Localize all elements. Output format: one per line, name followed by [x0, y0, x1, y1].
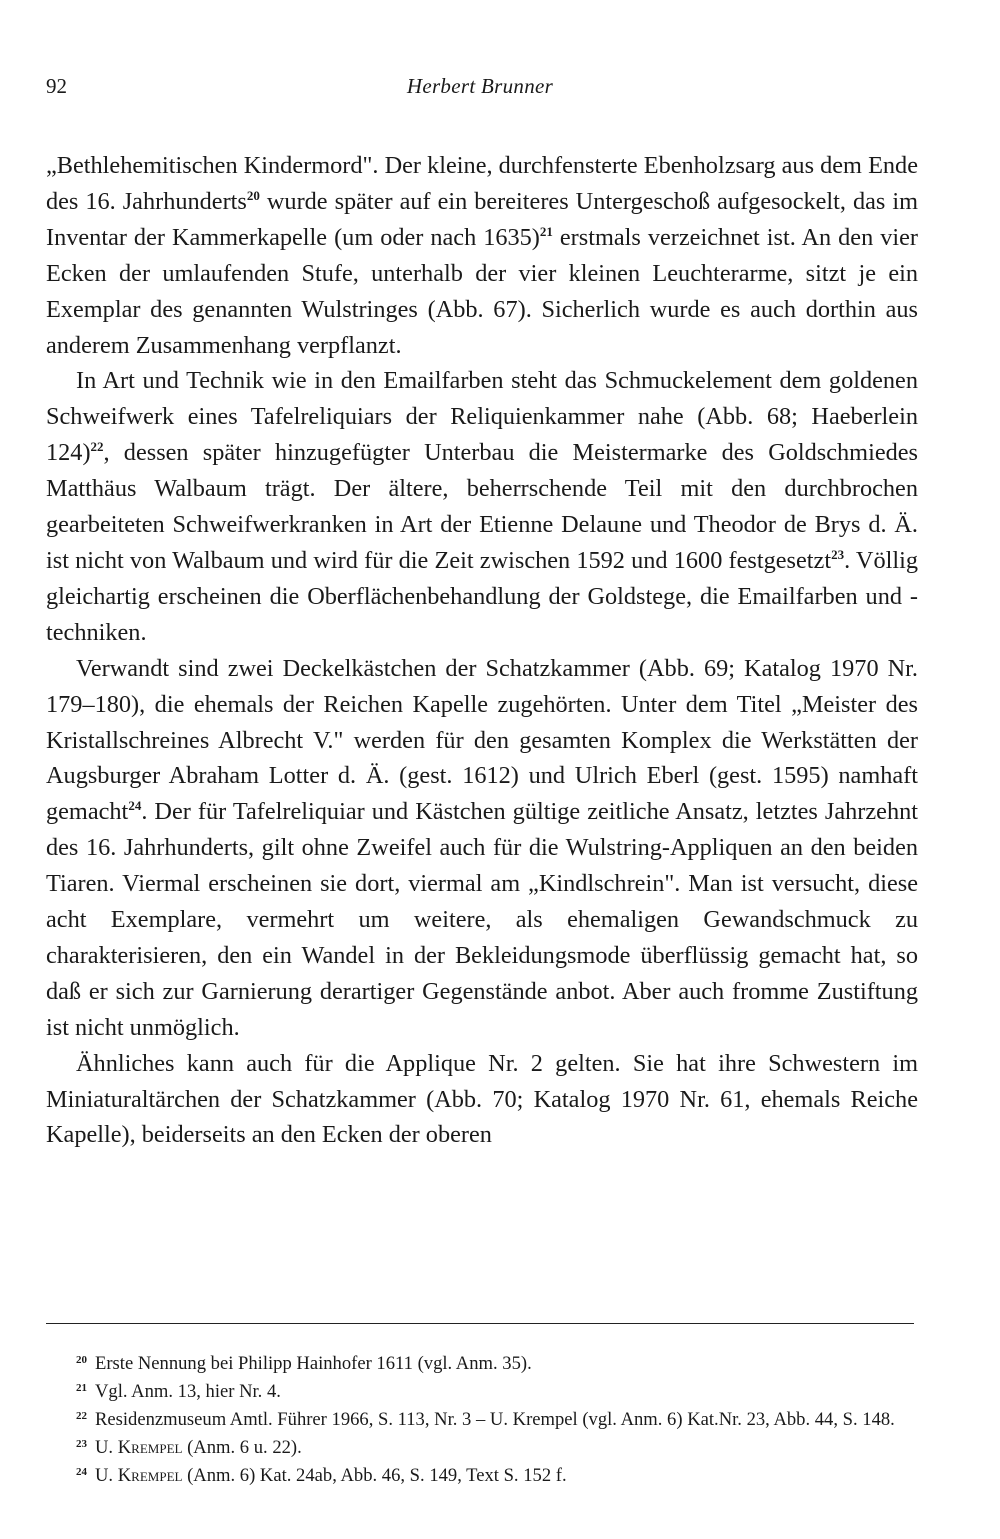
paragraph-text: . Völlig gleichartig erscheinen die Oberflächenbehandlung der Goldstege, die Emailfarben und -techniken. [46, 546, 918, 646]
page-number: 92 [46, 74, 67, 98]
footnote-ref: 23 [831, 546, 845, 562]
footnote-text: (Anm. 6) Kat. 24ab, Abb. 46, S. 149, Text S. 152 f. [182, 1465, 567, 1487]
footnote-text: Erste Nennung bei Philipp Hainhofer 1611 (vgl. Anm. 35). [95, 1353, 532, 1374]
footnote-mark: 23 [76, 1438, 87, 1451]
paragraph-text: „Bethlehemitischen Kindermord". Der kleine, durchfensterte Ebenholzsarg aus dem Ende des 16. Jahrhunderts [46, 152, 918, 215]
footnote-mark: 24 [76, 1466, 87, 1479]
page-header [46, 74, 914, 104]
footnote-author-prefix: U. [95, 1437, 118, 1459]
footnote-ref: 21 [539, 223, 553, 239]
paragraph-3 [46, 651, 918, 1046]
footnote-text: (Anm. 6 u. 22). [182, 1437, 302, 1459]
footnote-mark: 20 [76, 1354, 87, 1366]
paragraph-1 [46, 148, 918, 363]
footnote-divider [46, 1323, 914, 1324]
footnote-author: Krempel [117, 1465, 183, 1487]
running-head: Herbert Brunner [406, 74, 554, 98]
paragraph-text: Ähnliches kann auch für die Applique Nr. 2 gelten. Sie hat ihre Schwestern im Miniaturaltärchen der Schatzkammer (Abb. 70; Katalog 1970 Nr. 61, ehemals Reiche Kapelle), beiderseits an den Ecken der oberen [46, 1049, 918, 1149]
footnote-text: Residenzmuseum Amtl. Führer 1966, S. 113, Nr. 3 – U. Krempel (vgl. Anm. 6) Kat.Nr. 23, Abb. 44, S. 148. [95, 1409, 895, 1431]
paragraph-text: In Art und Technik wie in den Emailfarben steht das Schmuckelement dem goldenen Schweifwerk eines Tafelreliquiars der Reliquienkammer nahe (Abb. 68; Haeberlein 124) [46, 367, 918, 467]
paragraph-text: Verwandt sind zwei Deckelkästchen der Schatzkammer (Abb. 69; Katalog 1970 Nr. 179–180), die ehemals der Reichen Kapelle zugehörten. Unter dem Titel „Meister des Kristallschreines Albrecht V." werden für den gesamten Komplex die Werkstätten der Augsburger Abraham Lotter d. Ä. (gest. 1612) und Ulrich Eberl (gest. 1595) namhaft gemacht [46, 654, 918, 826]
paragraph-4 [46, 1046, 918, 1154]
footnotes [46, 1350, 914, 1490]
paragraph-text: . Der für Tafelreliquiar und Kästchen gültige zeitliche Ansatz, letztes Jahrzehnt des 16. Jahrhunderts, gilt ohne Zweifel auch für die Wulstring-Appliquen an den beiden Tiaren. Viermal erscheinen sie dort, viermal am „Kindlschrein". Man ist versucht, diese acht Exemplare, vermehrt um weitere, als ehemaligen Gewandschmuck zu charakterisieren, den ein Wandel in der Bekleidungsmode überflüssig gemacht hat, so daß er sich zur Garnierung derartiger Gegenstände anbot. Aber auch fromme Zustiftung ist nicht unmöglich. [46, 798, 918, 1041]
paragraph-2 [46, 363, 918, 650]
footnote-22 [46, 1406, 914, 1434]
paragraph-text: , dessen später hinzugefügter Unterbau die Meistermarke des Goldschmiedes Matthäus Walbaum trägt. Der ältere, beherrschende Teil mit den durchbrochen gearbeiteten Schweifwerkranken in Art der Etienne Delaune und Theodor de Brys d. Ä. ist nicht von Walbaum und wird für die Zeit zwischen 1592 und 1600 festgesetzt [46, 439, 918, 574]
paragraph-text: erstmals verzeichnet ist. An den vier Ecken der umlaufenden Stufe, unterhalb der vier kleinen Leuchterarme, sitzt je ein Exemplar des genannten Wulstringes (Abb. 67). Sicherlich wurde es auch dorthin aus anderem Zusammenhang verpflanzt. [46, 223, 918, 359]
footnote-ref: 20 [246, 187, 260, 203]
footnote-author-prefix: U. [95, 1465, 118, 1487]
body-text [46, 148, 918, 1153]
footnote-text: Vgl. Anm. 13, hier Nr. 4. [95, 1381, 281, 1403]
footnote-ref: 24 [128, 798, 142, 814]
footnote-23 [46, 1434, 914, 1462]
footnote-21 [46, 1378, 914, 1406]
paragraph-text: wurde später auf ein bereiteres Untergeschoß aufgesockelt, das im Inventar der Kammerkapelle (um oder nach 1635) [46, 187, 919, 251]
footnote-24 [46, 1462, 914, 1490]
footnote-20 [46, 1350, 914, 1378]
footnote-mark: 22 [76, 1410, 87, 1423]
footnote-mark: 21 [76, 1382, 87, 1395]
footnote-author: Krempel [117, 1437, 183, 1459]
footnote-ref: 22 [90, 439, 104, 455]
